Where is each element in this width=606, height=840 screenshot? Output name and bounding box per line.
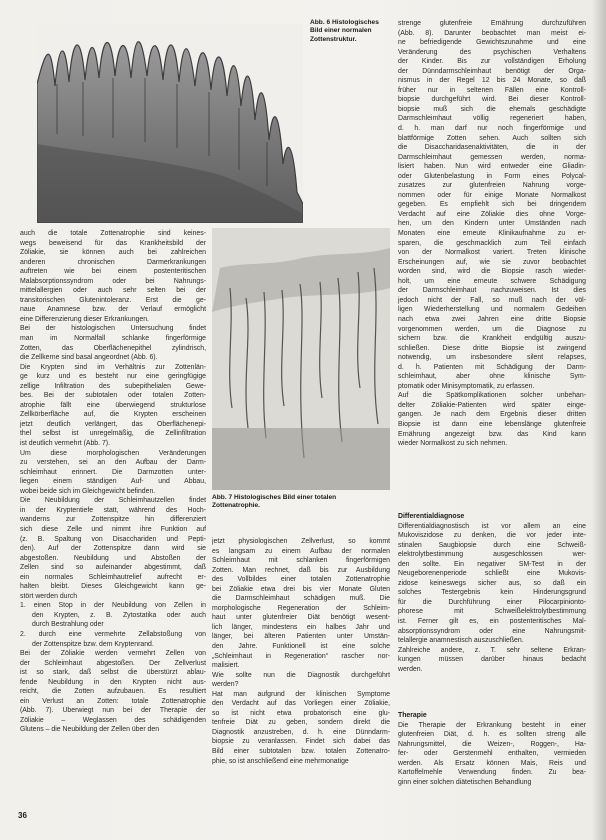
text-column-left: [20, 229, 206, 735]
text-line: Ernährung angezeigt bzw. das Kind kann: [398, 430, 586, 438]
text-line: morphologische Regeneration der Schleim-: [212, 604, 390, 612]
text-line: schließen. Diese dritte Biopsie ist zwingend: [398, 344, 586, 352]
micrograph-villous-atrophy: [212, 228, 390, 490]
text-line: hen, um den Kindern unter Umständen nach: [398, 220, 586, 228]
page-edge-shadow: [592, 0, 606, 840]
text-line: den sollte. Ein negativer SM-Test in der: [398, 560, 586, 568]
text-line: zu verstehen, sei an den Aufbau der Darm-: [20, 459, 206, 467]
text-line: lisiert haben. Nun wird entweder eine Gliadin-: [398, 163, 586, 171]
text-line: Darmschleimhaut gemessen werden, norma-: [398, 153, 586, 161]
text-line: schleimhaut erinnert. Die Darmzotten unter-: [20, 468, 206, 476]
text-line: Um diese morphologischen Veränderungen: [20, 449, 206, 457]
text-line: Zotten. Man rechnet, daß bis zur Ausbildung: [212, 566, 390, 574]
text-line: holt, um eine erneute schwere Schädigung: [398, 277, 586, 285]
text-line: kungen müssen darüber hinaus bedacht: [398, 656, 586, 664]
text-line: Diagnostik anzustreben, d. h. eine Dünndarm-: [212, 728, 390, 736]
text-line: Zotten, das Oberflächenepithel zylindrisch,: [20, 344, 206, 352]
text-line: 1. einen Stop in der Neubildung von Zellen in: [20, 602, 206, 610]
text-line: biopsie muß sich die ehemals geschädigte: [398, 105, 586, 113]
text-column-middle: [212, 537, 390, 766]
text-line: durch Bestrahlung oder: [32, 621, 104, 629]
text-line: die Disaccharidasenaktivitäten, die in der: [398, 144, 586, 152]
text-line: reicht, die Zotten aufzubauen. Es resultiert: [20, 688, 206, 696]
text-line: absorptionssyndrom oder eine Nahrungsmit-: [398, 627, 586, 635]
text-line: mittelallergien oder auch sehr selten bei der: [20, 287, 206, 295]
text-line: (Abb. 8). Darunter beobachtet man meist ei-: [398, 29, 586, 37]
text-line: bes. Bei der subtotalen oder totalen Zotten-: [20, 392, 206, 400]
text-line: werden?: [212, 681, 239, 689]
text-line: es langsam zu einem Aufbau der normalen: [212, 547, 390, 555]
text-line: des Vollbildes einer totalen Zottenatrophie: [212, 576, 390, 584]
text-line: thel selbst ist unregelmäßig, die Zellinfiltration: [20, 430, 206, 438]
text-line: atrophie fällt eine überwiegend strukturlose: [20, 401, 206, 409]
text-line: man im Normalfall schlanke fingerförmige: [20, 335, 206, 343]
text-line: lich länger, mindestens ein halbes Jahr und: [212, 623, 390, 631]
text-line: malisiert.: [212, 662, 240, 670]
text-line: abgestoßen. Neubildung und Abstoßen der: [20, 554, 206, 562]
text-line: wegs beweisend für das Krankheitsbild der: [20, 239, 206, 247]
text-line: sichern bzw. die Krankheit endgültig auszu-: [398, 335, 586, 343]
text-line: glutenfreien Diät, d. h. es sollten streng alle: [398, 731, 586, 739]
text-line: so ist nicht etwa probatorisch eine glu-: [212, 709, 390, 717]
text-line: Kartoffelmehle Verwendung finden. Zu bea-: [398, 769, 586, 777]
text-line: wobei beide sich im Gleichgewicht befinden.: [20, 487, 156, 495]
text-line: fer- oder Gerstenmehl enthalten, vermieden: [398, 750, 586, 758]
text-line: „Schleimhaut in Regeneration“ rascher nor-: [212, 652, 390, 660]
text-line: worden sind, wird die Biopsie rasch wieder-: [398, 268, 586, 276]
text-line: biopsie zu veranlassen. Findet sich dabei das: [212, 738, 390, 746]
text-line: stinalen Saugbiopsie durch eine Schweiß-: [398, 541, 586, 549]
text-line: Differentialdiagnostisch ist vor allem an eine: [398, 522, 586, 530]
text-line: der Zottenspitze bzw. dem Kryptenrand.: [32, 640, 154, 648]
text-line: d. h. Patienten mit Schädigung der Darm-: [398, 363, 586, 371]
text-line: elektrolytbestimmung ausgeschlossen wer-: [398, 551, 586, 559]
text-line: sparen, die geschmacklich zum Teil einfach: [398, 239, 586, 247]
text-line: zellige Infiltration des subepithelialen Gewe-: [20, 382, 206, 390]
text-line: naue Anamnese bzw. der Verlauf ermöglicht: [20, 306, 206, 314]
text-line: Zellen sind so aufeinander abgestimmt, daß: [20, 564, 206, 572]
text-line: fende Neubildung in den Krypten nicht aus-: [20, 678, 206, 686]
text-line: den Verdacht auf das Vorliegen einer Zöliakie,: [212, 700, 390, 708]
text-line: blattförmige Zotten sehen. Auch sollten sich: [398, 134, 586, 142]
text-line: Die Krypten sind im Verhältnis zur Zottenlän-: [20, 363, 206, 371]
section-therapie: [398, 711, 586, 787]
text-line: Wie sollte nun die Diagnostik durchgeführt: [212, 671, 390, 679]
text-line: wieder Normalkost zu sich nehmen.: [398, 440, 508, 448]
text-line: oder Glutenbelastung in Form eines Polycal-: [398, 172, 586, 180]
text-line: Zellkörberfläche auf, die Krypten erscheinen: [20, 411, 206, 419]
page-number: 36: [18, 811, 27, 820]
text-line: Erscheinungen auf, wie sie zuvor beobachtet: [398, 258, 586, 266]
text-line: Die Therapie der Erkrankung besteht in einer: [398, 721, 586, 729]
text-line: jedoch nicht der Fall, so muß nach der völ-: [398, 296, 586, 304]
text-line: den Jahre. Funktionell ist eine solche: [212, 643, 390, 651]
text-line: halten bleibt. Dieses Gleichgewicht kann ge-: [20, 583, 206, 591]
text-line: zusatzes zur glutenfreien Nahrung vorge-: [398, 182, 586, 190]
text-line: (Abb. 7). Überwiegt nun bei der Therapie der: [20, 707, 206, 715]
text-line: Neugeborenenperiode schließt eine Mukovis-: [398, 570, 586, 578]
text-line: nismus in der Regel 12 bis 24 Monate, so daß: [398, 77, 586, 85]
text-line: ge kurz und es besteht nur eine geringfügige: [20, 373, 206, 381]
text-line: werden.: [398, 665, 423, 673]
text-line: gangen. Je nach dem Ergebnis dieser dritten: [398, 411, 586, 419]
text-line: Hat man aufgrund der klinischen Symptome: [212, 690, 390, 698]
text-line: Darmschleimhaut völlig regeneriert haben,: [398, 115, 586, 123]
text-line: delter Zöliakie-Patienten wird später einge-: [398, 401, 586, 409]
text-line: nach etwa zwei Jahren eine dritte Biopsie: [398, 315, 586, 323]
caption-line: Bild einer normalen: [310, 27, 372, 35]
text-line: werden. Als Ersatz können Mais, Reis und: [398, 759, 586, 767]
text-line: Bei der Zöliakie werden vermehrt Zellen von: [20, 650, 206, 658]
text-line: Die Neubildung der Schleimhautzellen findet: [20, 497, 206, 505]
text-line: ist. Ferner gilt es, ein postenteritisches Mal-: [398, 618, 586, 626]
text-line: jetzt deutlich verlängert, das Oberflächenepi-: [20, 420, 206, 428]
text-line: länger, bei älteren Patienten unter Umstän-: [212, 633, 390, 641]
text-line: der Kinder. Bis zur vollständigen Erholung: [398, 58, 586, 66]
text-line: auch die totale Zottenatrophie sind keines-: [20, 230, 206, 237]
caption-line: Zottenstruktur.: [310, 35, 357, 43]
text-line: biopsie durchgeführt wird. Bei dieser Kontroll-: [398, 96, 586, 104]
text-line: auftreten wie bei einem postenteritischen: [20, 268, 206, 276]
text-line: ein normales Schleimhautrelief aufrecht er-: [20, 573, 206, 581]
text-line: strenge glutenfreie Ernährung durchzuführen: [398, 20, 586, 27]
text-line: phorese mit Schweißelektrolytbestimmung: [398, 608, 586, 616]
text-line: transitorischen Glutenintoleranz. Erst die ge-: [20, 296, 206, 304]
text-line: telallergie anamnestisch auszuschließen.: [398, 637, 524, 645]
text-line: ein Verlust an Zotten: totale Zottenatrophie: [20, 697, 206, 705]
text-line: der Schleimhaut abgestoßen. Der Zellverlust: [20, 659, 206, 667]
text-line: solches Testergebnis kein Hinderungsgrund: [398, 589, 586, 597]
text-line: (z. B. Spaltung von Disacchariden und Pepti-: [20, 535, 206, 543]
text-line: Zöliakie – Weglassen des schädigenden: [20, 716, 206, 724]
text-line: Malabsorptionssyndrom oder bei Nahrungs-: [20, 277, 206, 285]
text-line: Schleimhaut mit schlanken fingerförmigen: [212, 557, 390, 565]
text-line: die Darmschleimhaut schädigen muß. Die: [212, 595, 390, 603]
text-line: Bild einer subtotalen bzw. totalen Zottenatro-: [212, 748, 390, 756]
caption-line: Abb. 7 Histologisches Bild einer totalen: [212, 494, 337, 501]
text-line: der Darmschleimhaut nachzuweisen. Ist dies: [398, 287, 586, 295]
text-line: gegeben. Es empfiehlt sich bei dringendem: [398, 201, 586, 209]
figure-6-caption: [310, 19, 390, 44]
text-line: bei Zöliakie etwa drei bis vier Monate Gluten: [212, 585, 390, 593]
text-line: eine Differenzierung dieser Erkrankungen.: [20, 315, 149, 323]
text-line: nommen oder für einige Monate Normalkost: [398, 191, 586, 199]
text-line: jetzt physiologischen Zellverlust, so kommt: [212, 538, 390, 545]
caption-line: Abb. 6 Histologisches: [310, 19, 379, 26]
text-line: der Dünndarmschleimhaut benötigt der Orga-: [398, 67, 586, 75]
text-line: Verdacht auf eine Zöliakie dies ohne Vorge-: [398, 210, 586, 218]
text-line: phie, so ist anschließend eine mehrmonatige: [212, 757, 349, 765]
text-line: ptomatik oder Minisymptomatik, zu erfassen.: [398, 382, 535, 390]
section-heading: Therapie: [398, 712, 427, 719]
text-line: notwendig, um insbesondere silent relapses,: [398, 354, 586, 362]
text-line: Veränderung des psychischen Verhaltens: [398, 48, 586, 56]
text-line: von der Normalkost variert. Treten klinische: [398, 249, 586, 257]
text-line: tenfreie Diät zu geben, sondern direkt die: [212, 719, 390, 727]
text-line: ist deutlich vermehrt (Abb. 7).: [20, 440, 110, 448]
text-line: Zöliakie, sie können auch bei zahlreichen: [20, 249, 206, 257]
text-line: ginn einer solchen diätetischen Behandlung: [398, 778, 532, 786]
text-line: d. h. man darf nur noch fingerförmige und: [398, 125, 586, 133]
text-line: stört werden durch: [20, 592, 78, 600]
text-line: Bei der histologischen Untersuchung findet: [20, 325, 206, 333]
text-line: Glutens – die Neubildung der Zellen über den: [20, 726, 160, 734]
text-line: schleimhaut, aber ohne klinische Sym-: [398, 373, 586, 381]
text-line: 2. durch eine vermehrte Zellabstoßung von: [20, 630, 206, 638]
text-line: haut unter glutenfreier Diät benötigt wesent-: [212, 614, 390, 622]
text-line: sich diese Zelle und nimmt ihre Funktion auf: [20, 525, 206, 533]
caption-line: Zottenatrophie.: [212, 502, 260, 510]
text-line: Nahrungsmittel, die Weizen-, Roggen-, Ha-: [398, 740, 586, 748]
text-line: zidose keineswegs sicher aus, so daß ein: [398, 579, 586, 587]
section-heading: Differentialdiagnose: [398, 513, 465, 520]
text-line: liegen einem ständigen Auf- und Abbau,: [20, 478, 206, 486]
text-line: den Krypten, z. B. Zytostatika oder auch: [32, 611, 206, 619]
section-differentialdiagnose: [398, 512, 586, 674]
text-line: Biopsie ist dann eine lebenslänge glutenfreie: [398, 420, 586, 428]
text-line: früher nur in seltenen Fällen eine Kontroll-: [398, 86, 586, 94]
text-line: wanderns zur Zottenspitze hin differenziert: [20, 516, 206, 524]
text-line: ist so stark, daß selbst die überstürzt ablau-: [20, 669, 206, 677]
micrograph-normal-villi: [37, 24, 303, 223]
text-line: Zahlreiche andere, z. T. sehr seltene Erkran-: [398, 646, 586, 654]
figure-7-caption: [212, 494, 390, 511]
text-line: ligen Wiederherstellung und normalem Gedeihen: [398, 306, 586, 314]
text-line: für die Durchführung einer Pilocarpinionto-: [398, 598, 586, 606]
text-line: anderen chronischen Darmerkrankungen: [20, 258, 206, 266]
text-line: die Zellkerne sind basal angeordnet (Abb. 6).: [20, 354, 158, 362]
text-line: vorgenommen werden, um die Diagnose zu: [398, 325, 586, 333]
text-line: in der Kryptentiefe statt, während des Hoch-: [20, 506, 206, 514]
text-line: Monaten eine erneute Klinikaufnahme zu er-: [398, 230, 586, 238]
text-line: den). Auf der Zottenspitze dann wird sie: [20, 545, 206, 553]
text-line: Auf die Spätkomplikationen solcher unbehan-: [398, 392, 586, 400]
text-line: ne befriedigende Gewichtszunahme und eine: [398, 39, 586, 47]
text-line: Mukoviszidose zu denken, die vor jeder inte-: [398, 532, 586, 540]
text-column-right: [398, 19, 586, 449]
